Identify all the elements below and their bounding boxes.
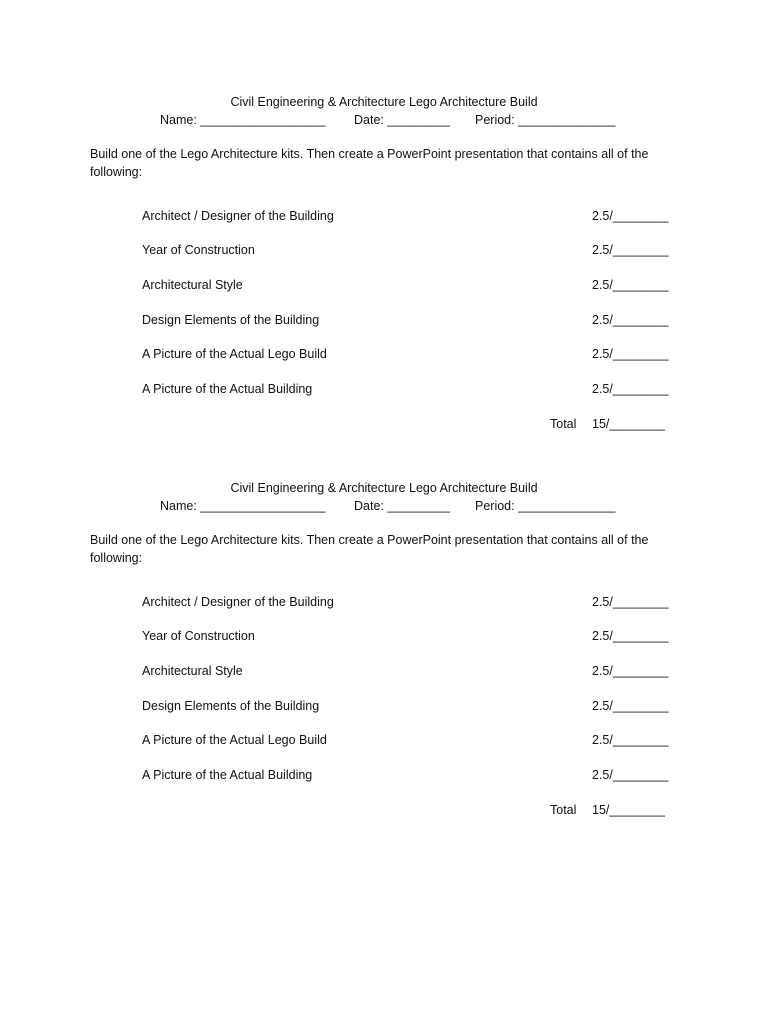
rubric-item	[0, 731, 768, 749]
rubric-item-label: Year of Construction	[142, 629, 255, 643]
student-info-row	[0, 497, 768, 515]
form-title: Civil Engineering & Architecture Lego Architecture Build	[230, 95, 538, 109]
total-label: Total	[550, 417, 577, 431]
rubric-item	[0, 241, 768, 259]
rubric-item-label: A Picture of the Actual Building	[142, 768, 313, 782]
rubric-item	[0, 697, 768, 715]
rubric-item-points[interactable]: 2.5/________	[592, 595, 669, 609]
form-title: Civil Engineering & Architecture Lego Architecture Build	[230, 481, 538, 495]
rubric-item-label: A Picture of the Actual Lego Build	[142, 347, 327, 361]
rubric-item	[0, 593, 768, 611]
rubric-item	[0, 311, 768, 329]
rubric-item-points[interactable]: 2.5/________	[592, 209, 669, 223]
period-field[interactable]: Period: ______________	[475, 499, 616, 513]
rubric-item-label: Year of Construction	[142, 243, 255, 257]
period-field[interactable]: Period: ______________	[475, 113, 616, 127]
total-points[interactable]: 15/________	[592, 417, 665, 431]
date-field[interactable]: Date: _________	[354, 113, 450, 127]
instructions-text: Build one of the Lego Architecture kits. Then create a PowerPoint presentation that contains all of the following:	[90, 533, 649, 565]
rubric-item	[0, 627, 768, 645]
total-points[interactable]: 15/________	[592, 803, 665, 817]
rubric-item-points[interactable]: 2.5/________	[592, 699, 669, 713]
rubric-item-points[interactable]: 2.5/________	[592, 313, 669, 327]
rubric-item-label: Architectural Style	[142, 664, 243, 678]
name-field[interactable]: Name: __________________	[160, 113, 326, 127]
rubric-item	[0, 766, 768, 784]
rubric-item	[0, 276, 768, 294]
total-row	[0, 415, 768, 433]
rubric-item-label: Design Elements of the Building	[142, 699, 320, 713]
rubric-item-points[interactable]: 2.5/________	[592, 664, 669, 678]
rubric-item	[0, 662, 768, 680]
instructions-text: Build one of the Lego Architecture kits. Then create a PowerPoint presentation that contains all of the following:	[90, 147, 649, 179]
rubric-item-points[interactable]: 2.5/________	[592, 629, 669, 643]
total-row	[0, 801, 768, 819]
rubric-item-points[interactable]: 2.5/________	[592, 278, 669, 292]
total-label: Total	[550, 803, 577, 817]
rubric-item-label: Design Elements of the Building	[142, 313, 320, 327]
rubric-item-label: Architectural Style	[142, 278, 243, 292]
rubric-item	[0, 345, 768, 363]
rubric-item-points[interactable]: 2.5/________	[592, 347, 669, 361]
student-info-row	[0, 111, 768, 129]
date-field[interactable]: Date: _________	[354, 499, 450, 513]
rubric-item-label: Architect / Designer of the Building	[142, 595, 334, 609]
rubric-item-label: Architect / Designer of the Building	[142, 209, 334, 223]
rubric-item-points[interactable]: 2.5/________	[592, 243, 669, 257]
rubric-item	[0, 380, 768, 398]
name-field[interactable]: Name: __________________	[160, 499, 326, 513]
rubric-item-label: A Picture of the Actual Lego Build	[142, 733, 327, 747]
rubric-item-label: A Picture of the Actual Building	[142, 382, 313, 396]
rubric-item-points[interactable]: 2.5/________	[592, 768, 669, 782]
rubric-item-points[interactable]: 2.5/________	[592, 733, 669, 747]
rubric-item	[0, 207, 768, 225]
rubric-item-points[interactable]: 2.5/________	[592, 382, 669, 396]
